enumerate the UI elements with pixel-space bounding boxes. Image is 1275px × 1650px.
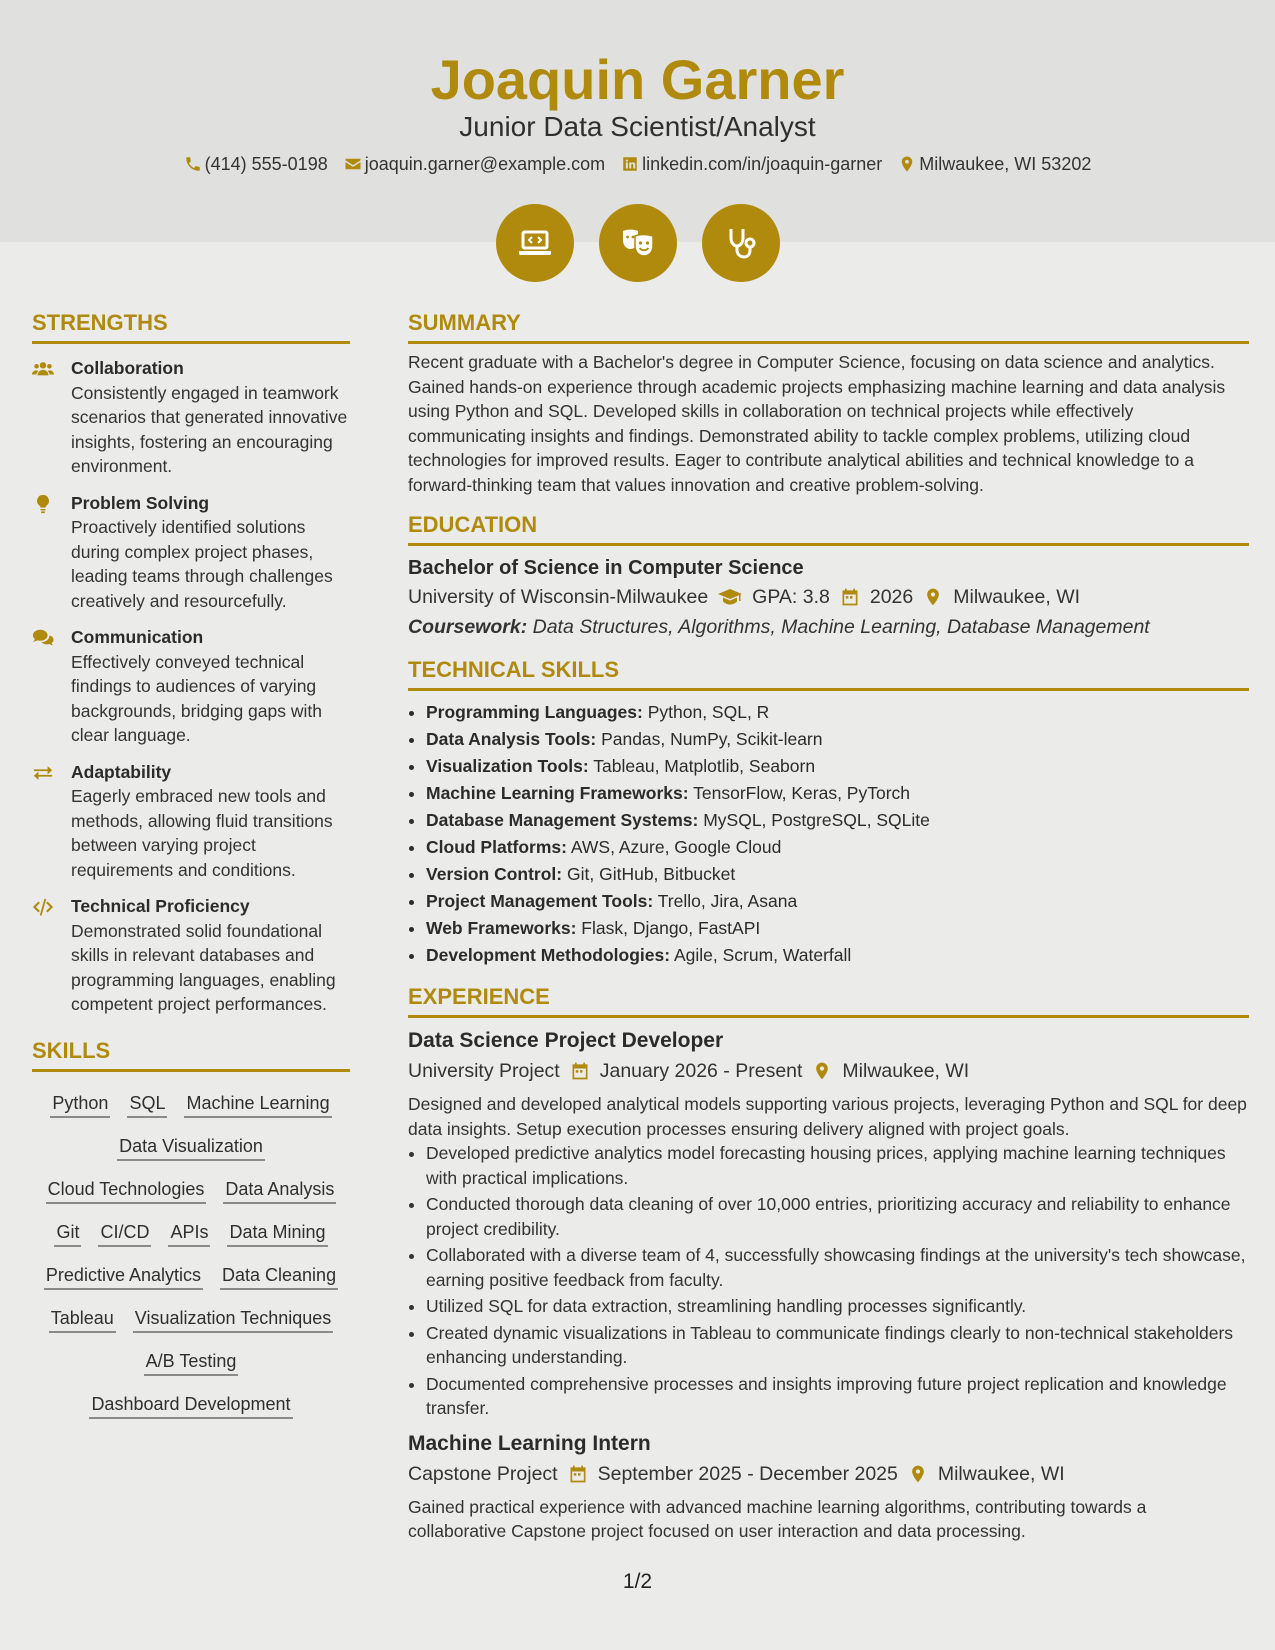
job-title: Machine Learning Intern (408, 1431, 651, 1455)
graduation-year: 2026 (869, 586, 914, 608)
strength-text: Demonstrated solid foundational skills in relevant databases and programming languages, enabling competent project performances. (71, 920, 336, 1014)
skills-heading: SKILLS (32, 1037, 350, 1072)
map-marker-icon (898, 155, 916, 173)
strength-item (32, 894, 350, 1017)
strength-text: Proactively identified solutions during complex project phases, leading teams through challenges creatively and resourcefully. (71, 517, 333, 611)
list-item: • Data Analysis Tools: Pandas, NumPy, Scikit-learn (426, 726, 1249, 753)
theater-masks-icon (599, 204, 677, 282)
school-name: University of Wisconsin-Milwaukee (408, 586, 709, 608)
right-column (408, 309, 1249, 1544)
skill-chip: Data Visualization (117, 1133, 265, 1161)
comments-icon (32, 628, 56, 648)
skill-chip: Python (50, 1090, 110, 1118)
left-column (32, 309, 350, 1419)
map-marker-icon (923, 587, 943, 607)
job-dates: January 2026 - Present (599, 1060, 803, 1082)
coursework-label: Coursework: (408, 616, 528, 638)
map-marker-icon (908, 1464, 928, 1484)
stethoscope-icon (702, 204, 780, 282)
strength-item (32, 356, 350, 479)
list-item: • Collaborated with a diverse team of 4, successfully showcasing findings at the university's tech showcase, earning positive feedback from faculty. (426, 1243, 1249, 1292)
skill-chip: Dashboard Development (89, 1391, 292, 1419)
strength-title: Problem Solving (71, 492, 210, 513)
users-icon (32, 359, 56, 379)
code-icon (32, 897, 56, 917)
linkedin-icon (621, 155, 639, 173)
strength-text: Eagerly embraced new tools and methods, allowing fluid transitions between varying project requirements and conditions. (71, 786, 333, 880)
job-title: Data Science Project Developer (408, 1029, 724, 1052)
education-heading: EDUCATION (408, 511, 1249, 546)
technical-skills-heading: TECHNICAL SKILLS (408, 656, 1249, 691)
job-location: Milwaukee, WI (937, 1462, 1065, 1485)
contact-bar (0, 152, 1275, 176)
skill-chip: Cloud Technologies (46, 1176, 207, 1204)
job-meta (408, 1056, 1249, 1086)
gpa: GPA: 3.8 (752, 586, 830, 608)
experience-heading: EXPERIENCE (408, 983, 1249, 1018)
laptop-code-icon (496, 204, 574, 282)
job-description: Gained practical experience with advanced machine learning algorithms, contributing towards a collaborative Capstone project focused on user interaction and data processing. (408, 1496, 1147, 1541)
summary-heading: SUMMARY (408, 309, 1249, 344)
strength-item (32, 625, 350, 748)
list-item: • Programming Languages: Python, SQL, R (426, 699, 1249, 726)
list-item: • Machine Learning Frameworks: TensorFlow, Keras, PyTorch (426, 780, 1249, 807)
job-org: University Project (408, 1060, 560, 1082)
skill-chip: Tableau (49, 1305, 116, 1333)
candidate-title: Junior Data Scientist/Analyst (459, 111, 816, 142)
list-item: • Visualization Tools: Tableau, Matplotlib, Seaborn (426, 753, 1249, 780)
calendar-icon (568, 1464, 588, 1484)
contact-phone[interactable]: (414) 555-0198 (184, 152, 328, 176)
list-item: • Created dynamic visualizations in Tableau to communicate findings clearly to non-technical stakeholders enhancing understanding. (426, 1321, 1249, 1370)
calendar-icon (840, 587, 860, 607)
page-number: 1/2 (622, 1570, 653, 1593)
list-item: • Conducted thorough data cleaning of over 10,000 entries, prioritizing accuracy and reliability to enhance project credibility. (426, 1192, 1249, 1241)
summary-text: Recent graduate with a Bachelor's degree in Computer Science, focusing on data science and analytics. Gained hands-on experience through academic projects emphasizing machine learning and data analysis using Python and SQL. Developed skills in collaboration on technical projects while effectively communicating insights and findings. Demonstrated ability to tackle complex problems, utilizing cloud technologies for improved results. Eager to contribute analytical abilities and technical knowledge to a forward-thinking team that values innovation and creative problem-solving. (408, 352, 1226, 495)
list-item: • Project Management Tools: Trello, Jira, Asana (426, 888, 1249, 915)
graduation-cap-icon (718, 587, 742, 607)
job-dates: September 2025 - December 2025 (597, 1462, 898, 1485)
skill-chip: CI/CD (98, 1219, 151, 1247)
list-item: • Version Control: Git, GitHub, Bitbucket (426, 861, 1249, 888)
list-item: • Database Management Systems: MySQL, PostgreSQL, SQLite (426, 807, 1249, 834)
technical-skills-list (408, 699, 1249, 969)
skill-chip: A/B Testing (144, 1348, 239, 1376)
job-bullets (408, 1141, 1249, 1421)
strength-item (32, 491, 350, 614)
skill-chip: Data Mining (227, 1219, 327, 1247)
skill-chip: Data Analysis (223, 1176, 336, 1204)
list-item: • Cloud Platforms: AWS, Azure, Google Cloud (426, 834, 1249, 861)
phone-icon (184, 155, 202, 173)
contact-linkedin[interactable]: linkedin.com/in/joaquin-garner (621, 152, 882, 176)
education-meta (408, 582, 1249, 612)
strength-title: Adaptability (71, 761, 172, 782)
coursework (408, 612, 1249, 642)
strength-title: Collaboration (71, 358, 184, 378)
map-marker-icon (812, 1061, 832, 1081)
skill-chip: Visualization Techniques (133, 1305, 333, 1333)
coursework-list: Data Structures, Algorithms, Machine Learning, Database Management (532, 616, 1150, 638)
school-location: Milwaukee, WI (953, 586, 1081, 608)
job-org: Capstone Project (408, 1462, 558, 1485)
skill-chip: Data Cleaning (220, 1262, 338, 1290)
skill-chip: Machine Learning (184, 1090, 331, 1118)
skill-chip: APIs (168, 1219, 210, 1247)
skills-list (32, 1090, 350, 1419)
skill-chip: SQL (127, 1090, 167, 1118)
exchange-icon (32, 763, 56, 783)
envelope-icon (344, 155, 362, 173)
list-item: • Developed predictive analytics model forecasting housing prices, applying machine learning techniques with practical implications. (426, 1141, 1249, 1190)
strength-title: Technical Proficiency (71, 896, 250, 916)
job-meta (408, 1459, 1249, 1489)
strength-text: Consistently engaged in teamwork scenarios that generated innovative insights, fostering an encouraging environment. (71, 382, 348, 476)
list-item: • Utilized SQL for data extraction, streamlining handling processes significantly. (426, 1294, 1249, 1319)
list-item: • Development Methodologies: Agile, Scrum, Waterfall (426, 942, 1249, 969)
candidate-name: Joaquin Garner (430, 48, 845, 111)
list-item: • Documented comprehensive processes and insights improving future project replication and knowledge transfer. (426, 1372, 1249, 1421)
contact-email[interactable]: joaquin.garner@example.com (344, 152, 605, 176)
strength-title: Communication (71, 627, 204, 647)
list-item: • Web Frameworks: Flask, Django, FastAPI (426, 915, 1249, 942)
skill-chip: Predictive Analytics (44, 1262, 203, 1290)
lightbulb-icon (32, 494, 56, 514)
job-description: Designed and developed analytical models supporting various projects, leveraging Python and SQL for deep data insights. Setup execution processes ensuring delivery aligned with project goals. (408, 1094, 1247, 1139)
degree-title: Bachelor of Science in Computer Science (408, 557, 804, 579)
job-location: Milwaukee, WI (842, 1060, 970, 1082)
interest-icons (0, 204, 1275, 282)
strength-text: Effectively conveyed technical findings to audiences of varying backgrounds, bridging gaps with clear language. (71, 651, 322, 745)
calendar-icon (570, 1061, 590, 1081)
strengths-heading: STRENGTHS (32, 309, 350, 344)
skill-chip: Git (54, 1219, 81, 1247)
strength-item (32, 760, 350, 883)
contact-location: Milwaukee, WI 53202 (898, 152, 1091, 176)
